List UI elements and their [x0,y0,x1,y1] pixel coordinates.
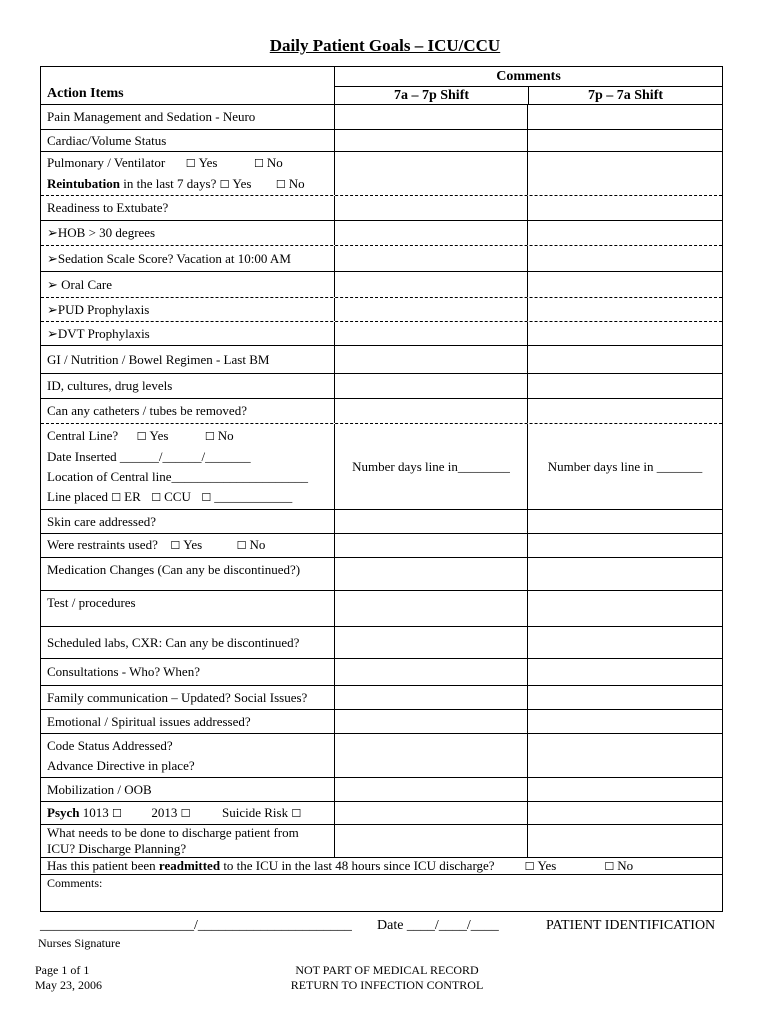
header-row [41,67,722,105]
shift1-cell[interactable] [335,322,528,345]
shift1-cell[interactable] [335,734,528,777]
row-restraints [41,534,722,558]
row-mobil [41,778,722,802]
er-checkbox[interactable]: ☐ ER [111,489,141,504]
shift2-cell[interactable] [528,130,722,151]
suicide-label: Suicide Risk [222,804,289,820]
row-hob [41,221,722,246]
readmit-cell [41,858,722,874]
shift2-cell[interactable] [528,152,722,195]
readmit-text-pre: Has this patient been [47,858,159,873]
shift2-cell[interactable] [528,734,722,777]
shift2-cell[interactable] [528,510,722,533]
cl-no-checkbox[interactable]: ☐ No [205,428,234,443]
action-items-header: Action Items [41,67,335,104]
cardiac-label: Cardiac/Volume Status [41,130,335,151]
psych-cell [41,802,335,824]
central-line-label: Central Line? [47,427,119,443]
row-skin [41,510,722,534]
shift2-days-line[interactable]: Number days line in _______ [547,458,703,474]
oral-label: ➢ Oral Care [41,272,335,297]
shift1-cell[interactable] [335,659,528,685]
other-checkbox[interactable]: ☐ ____________ [201,489,292,504]
date-inserted-field[interactable]: Date Inserted ______/______/_______ [47,448,251,464]
row-pud [41,298,722,322]
shift1-cell[interactable] [335,196,528,220]
shift1-cell[interactable] [335,510,528,533]
row-emotional [41,710,722,734]
row-id [41,374,722,399]
shift1-cell[interactable] [335,627,528,658]
row-labs [41,627,722,659]
location-field[interactable]: Location of Central line_____________________ [47,468,309,484]
code-label: Code Status Addressed? [47,737,173,753]
shift1-cell[interactable] [335,710,528,733]
readmit-text-post: to the ICU in the last 48 hours since ICU discharge? [220,858,495,873]
restraints-yes-checkbox[interactable]: ☐ Yes [170,537,202,552]
pain-label: Pain Management and Sedation - Neuro [41,105,335,129]
row-readmit [41,858,722,875]
shift1-cell[interactable] [335,246,528,271]
shift2-header: 7p – 7a Shift [587,88,664,103]
sedation-label: ➢Sedation Scale Score? Vacation at 10:00 AM [41,246,335,271]
row-oral [41,272,722,298]
row-catheters [41,399,722,424]
central-line-cell [41,424,335,509]
emotional-label: Emotional / Spiritual issues addressed? [41,710,335,733]
row-comments[interactable] [41,875,722,911]
reintubation-text: in the last 7 days? [119,175,217,191]
row-central-line [41,424,722,510]
restraints-no-checkbox[interactable]: ☐ No [237,537,266,552]
row-gi [41,346,722,374]
shift1-cell[interactable] [335,374,528,398]
readmit-bold: readmitted [158,858,221,873]
page-number: Page 1 of 1 [35,963,90,977]
patient-identification: PATIENT IDENTIFICATION [546,918,716,933]
discharge-label-1: What needs to be done to discharge patient from [47,825,299,840]
row-discharge [41,825,722,858]
print-date: May 23, 2006 [35,978,102,992]
pud-label: ➢PUD Prophylaxis [41,298,335,321]
comments-header [335,67,722,104]
shift1-cell[interactable] [335,152,528,195]
reintubation-label: Reintubation [47,175,120,191]
psych-label: Psych [47,804,80,820]
extubate-label: Readiness to Extubate? [41,196,335,220]
shift1-cell[interactable] [335,399,528,423]
shift1-header: 7a – 7p Shift [335,87,529,105]
pulmonary-label: Pulmonary / Ventilator [47,154,166,170]
row-consult [41,659,722,686]
return-notice: RETURN TO INFECTION CONTROL [290,978,484,992]
consult-label: Consultations - Who? When? [41,659,335,685]
shift2-cell[interactable] [528,196,722,220]
advance-label: Advance Directive in place? [47,757,195,773]
shift2-cell[interactable] [528,105,722,129]
row-medication [41,558,722,591]
shift1-cell[interactable] [335,686,528,709]
code-cell [41,734,335,777]
signature-line[interactable]: ______________________/______________________ [40,918,352,933]
shift2-cell[interactable] [528,802,722,824]
shift1-cell[interactable] [335,346,528,373]
shift2-cell[interactable] [528,710,722,733]
row-tests [41,591,722,627]
shift2-cell[interactable] [528,778,722,801]
dvt-label: ➢DVT Prophylaxis [41,322,335,345]
shift1-cell[interactable] [335,272,528,297]
psych-1013-checkbox[interactable] [112,805,125,820]
shift1-cell[interactable] [335,825,528,857]
hob-label: ➢HOB > 30 degrees [41,221,335,245]
shift2-cell[interactable] [528,686,722,709]
shift1-cell[interactable] [335,534,528,557]
shift1-cell[interactable] [335,221,528,245]
row-pulmonary [41,152,722,196]
shift2-cell[interactable] [528,627,722,658]
not-part-notice: NOT PART OF MEDICAL RECORD [295,963,479,977]
comments-label: Comments: [47,876,103,890]
restraints-label: Were restraints used? [47,537,158,552]
shift2-cell[interactable] [528,558,722,590]
shift2-cell[interactable] [528,399,722,423]
line-placed-label: Line placed [47,488,108,504]
row-sedation [41,246,722,272]
goals-form [40,66,723,912]
pulmonary-cell [41,152,335,195]
shift1-cell[interactable] [335,778,528,801]
labs-label: Scheduled labs, CXR: Can any be discontinued? [41,627,335,658]
ccu-checkbox[interactable]: ☐ CCU [151,489,191,504]
reintub-yes-checkbox[interactable]: ☐ Yes [220,176,252,191]
restraints-cell [41,534,335,557]
psych-1013-label: 1013 [82,804,109,820]
date-field[interactable]: Date ____/____/____ [377,918,499,933]
shift1-cell[interactable] [335,130,528,151]
shift2-cell[interactable] [528,825,722,857]
comments-label: Comments [335,67,722,87]
shift1-cell[interactable] [335,298,528,321]
row-family [41,686,722,710]
discharge-label-2: ICU? Discharge Planning? [47,841,187,856]
reintub-no-checkbox[interactable]: ☐ No [276,176,305,191]
shift1-cell[interactable] [335,558,528,590]
nurses-signature-label: Nurses Signature [38,936,121,950]
page-title: Daily Patient Goals – ICU/CCU [269,36,501,55]
id-label: ID, cultures, drug levels [41,374,335,398]
discharge-cell [41,825,335,857]
psych-2013-checkbox[interactable] [181,805,194,820]
readmit-no-checkbox[interactable]: ☐ No [604,858,633,874]
tests-label: Test / procedures [41,591,335,626]
cl-yes-checkbox[interactable]: ☐ Yes [137,428,169,443]
shift2-cell[interactable] [528,346,722,373]
pulm-no-checkbox[interactable]: ☐ No [254,155,283,170]
shift2-cell[interactable] [528,246,722,271]
mobil-label: Mobilization / OOB [41,778,335,801]
pulm-yes-checkbox[interactable]: ☐ Yes [186,155,218,170]
shift2-cell[interactable] [528,374,722,398]
row-code [41,734,722,778]
shift1-cell[interactable] [335,105,528,129]
row-psych [41,802,722,825]
shift1-cell[interactable] [335,802,528,824]
shift2-cell[interactable] [528,221,722,245]
shift1-cell[interactable] [335,591,528,626]
row-cardiac [41,130,722,152]
shift2-cell[interactable] [528,591,722,626]
medication-label: Medication Changes (Can any be discontinued?) [41,558,335,590]
shift2-cell[interactable] [528,272,722,297]
shift2-cell[interactable] [528,322,722,345]
shift2-cell[interactable] [528,534,722,557]
skin-label: Skin care addressed? [41,510,335,533]
psych-2013-label: 2013 [151,804,178,820]
row-dvt [41,322,722,346]
shift1-days-line[interactable]: Number days line in________ [335,424,528,509]
readmit-yes-checkbox[interactable]: ☐ Yes [525,858,557,874]
gi-label: GI / Nutrition / Bowel Regimen - Last BM [41,346,335,373]
suicide-checkbox[interactable] [291,805,304,820]
family-label: Family communication – Updated? Social Issues? [41,686,335,709]
shift2-cell[interactable] [528,659,722,685]
shift2-cell[interactable] [528,298,722,321]
row-extubate [41,196,722,221]
row-pain [41,105,722,130]
catheters-label: Can any catheters / tubes be removed? [41,399,335,423]
